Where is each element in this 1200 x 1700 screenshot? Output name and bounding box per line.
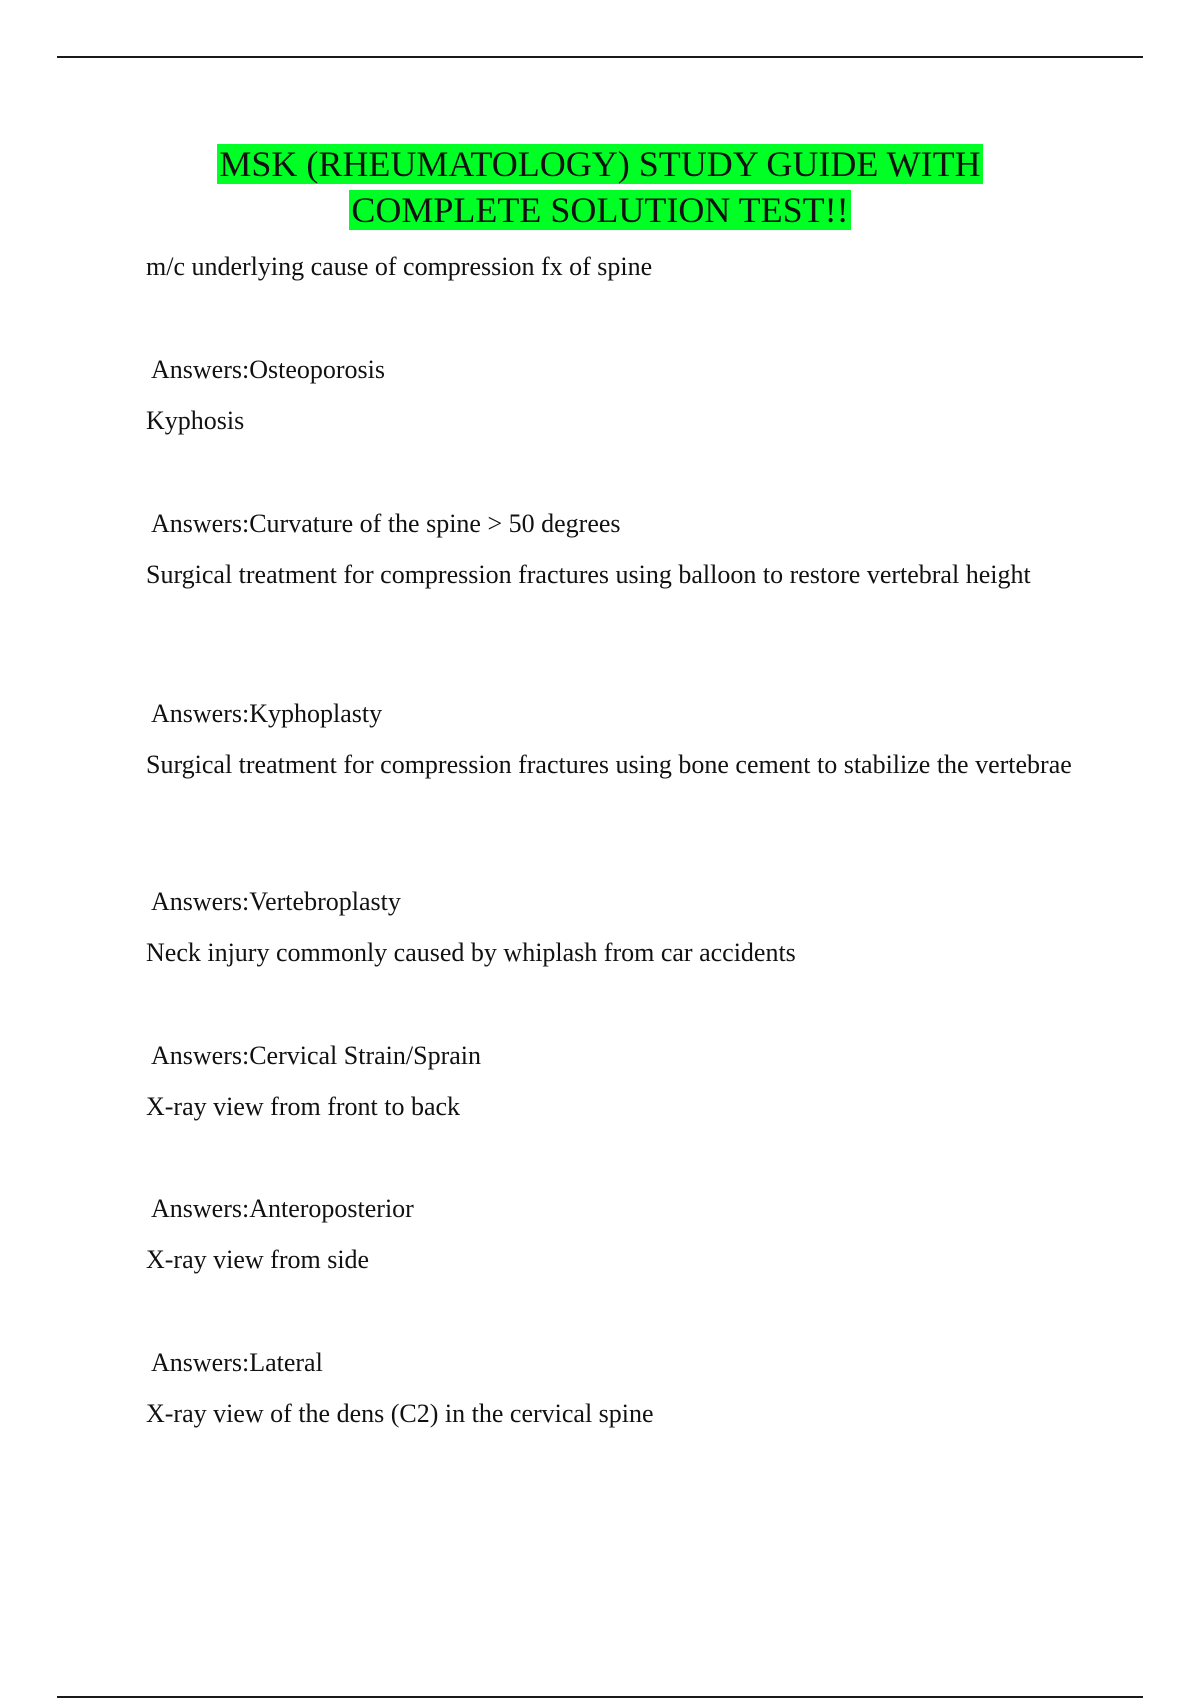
question-4: Surgical treatment for compression fractures using bone cement to stabilize the vertebrae	[146, 750, 1072, 779]
answer-4: Answers:Vertebroplasty	[151, 887, 401, 916]
page-title	[0, 141, 1200, 233]
title-line-1: MSK (RHEUMATOLOGY) STUDY GUIDE WITH	[219, 144, 981, 184]
title-line-2: COMPLETE SOLUTION TEST!!	[351, 190, 849, 230]
answer-3: Answers:Kyphoplasty	[151, 699, 383, 728]
answer-7: Answers:Lateral	[151, 1348, 323, 1377]
question-5: Neck injury commonly caused by whiplash from car accidents	[146, 938, 796, 967]
answer-1: Answers:Osteoporosis	[151, 355, 385, 384]
question-7: X-ray view from side	[146, 1245, 370, 1274]
bottom-rule	[57, 1696, 1143, 1698]
question-1: m/c underlying cause of compression fx of spine	[146, 252, 653, 281]
top-rule	[57, 56, 1143, 58]
question-8: X-ray view of the dens (C2) in the cervical spine	[146, 1399, 654, 1428]
question-2: Kyphosis	[146, 406, 245, 435]
answer-5: Answers:Cervical Strain/Sprain	[151, 1041, 481, 1070]
answer-2: Answers:Curvature of the spine > 50 degrees	[151, 509, 621, 538]
question-6: X-ray view from front to back	[146, 1092, 461, 1121]
question-3: Surgical treatment for compression fractures using balloon to restore vertebral height	[146, 560, 1031, 589]
answer-6: Answers:Anteroposterior	[151, 1194, 414, 1223]
